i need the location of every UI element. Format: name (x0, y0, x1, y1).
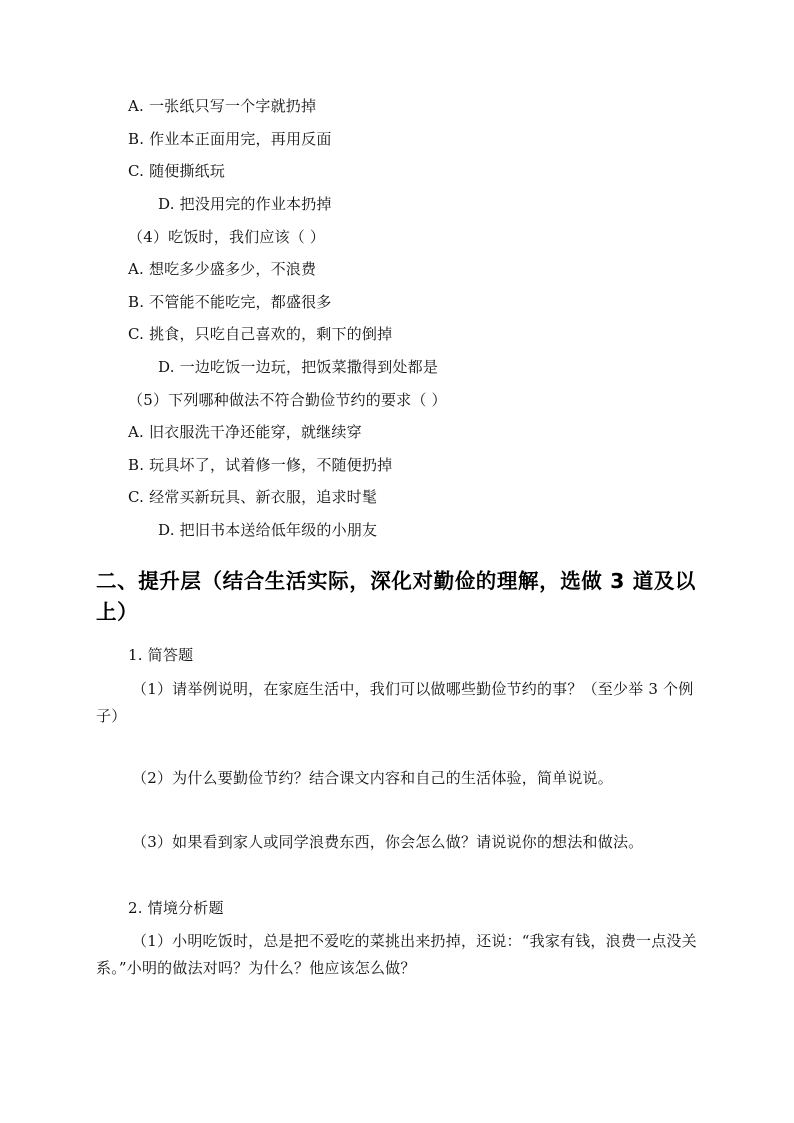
q4-option-c: C. 挑食，只吃自己喜欢的，剩下的倒掉 (128, 325, 393, 343)
q3-option-b: B. 作业本正面用完，再用反面 (128, 130, 332, 148)
short-answer-q3: （3）如果看到家人或同学浪费东西，你会怎么做？请说说你的想法和做法。 (132, 833, 644, 851)
q5-option-a: A. 旧衣服洗干净还能穿，就继续穿 (128, 423, 362, 441)
scenario-title: 2. 情境分析题 (128, 899, 224, 917)
short-answer-q1: （1）请举例说明，在家庭生活中，我们可以做哪些勤俭节约的事？（至少举 3 个例子） (96, 680, 694, 725)
q5-stem: （5）下列哪种做法不符合勤俭节约的要求（ ） (128, 391, 447, 409)
short-answer-title: 1. 简答题 (128, 646, 194, 664)
q3-option-d: D. 把没用完的作业本扔掉 (158, 195, 332, 213)
q4-option-d: D. 一边吃饭一边玩，把饭菜撒得到处都是 (158, 358, 439, 376)
scenario-q1: （1）小明吃饭时，总是把不爱吃的菜挑出来扔掉，还说：“我家有钱，浪费一点没关系。”小明的做法对吗？为什么？他应该怎么做？ (96, 932, 697, 977)
q4-option-b: B. 不管能不能吃完，都盛很多 (128, 293, 332, 311)
q5-option-b: B. 玩具坏了，试着修一修，不随便扔掉 (128, 456, 393, 474)
q4-option-a: A. 想吃多少盛多少，不浪费 (128, 260, 317, 278)
q5-option-d: D. 把旧书本送给低年级的小朋友 (158, 521, 378, 539)
q5-option-c: C. 经常买新玩具、新衣服，追求时髦 (128, 488, 378, 506)
short-answer-q2: （2）为什么要勤俭节约？结合课文内容和自己的生活体验，简单说说。 (132, 769, 613, 787)
q4-stem: （4）吃饭时，我们应该（ ） (128, 228, 326, 246)
q3-option-c: C. 随便撕纸玩 (128, 162, 226, 180)
q3-option-a: A. 一张纸只写一个字就扔掉 (128, 97, 317, 115)
section-heading: 二、提升层（结合生活实际，深化对勤俭的理解，选做 3 道及以上） (96, 569, 697, 624)
